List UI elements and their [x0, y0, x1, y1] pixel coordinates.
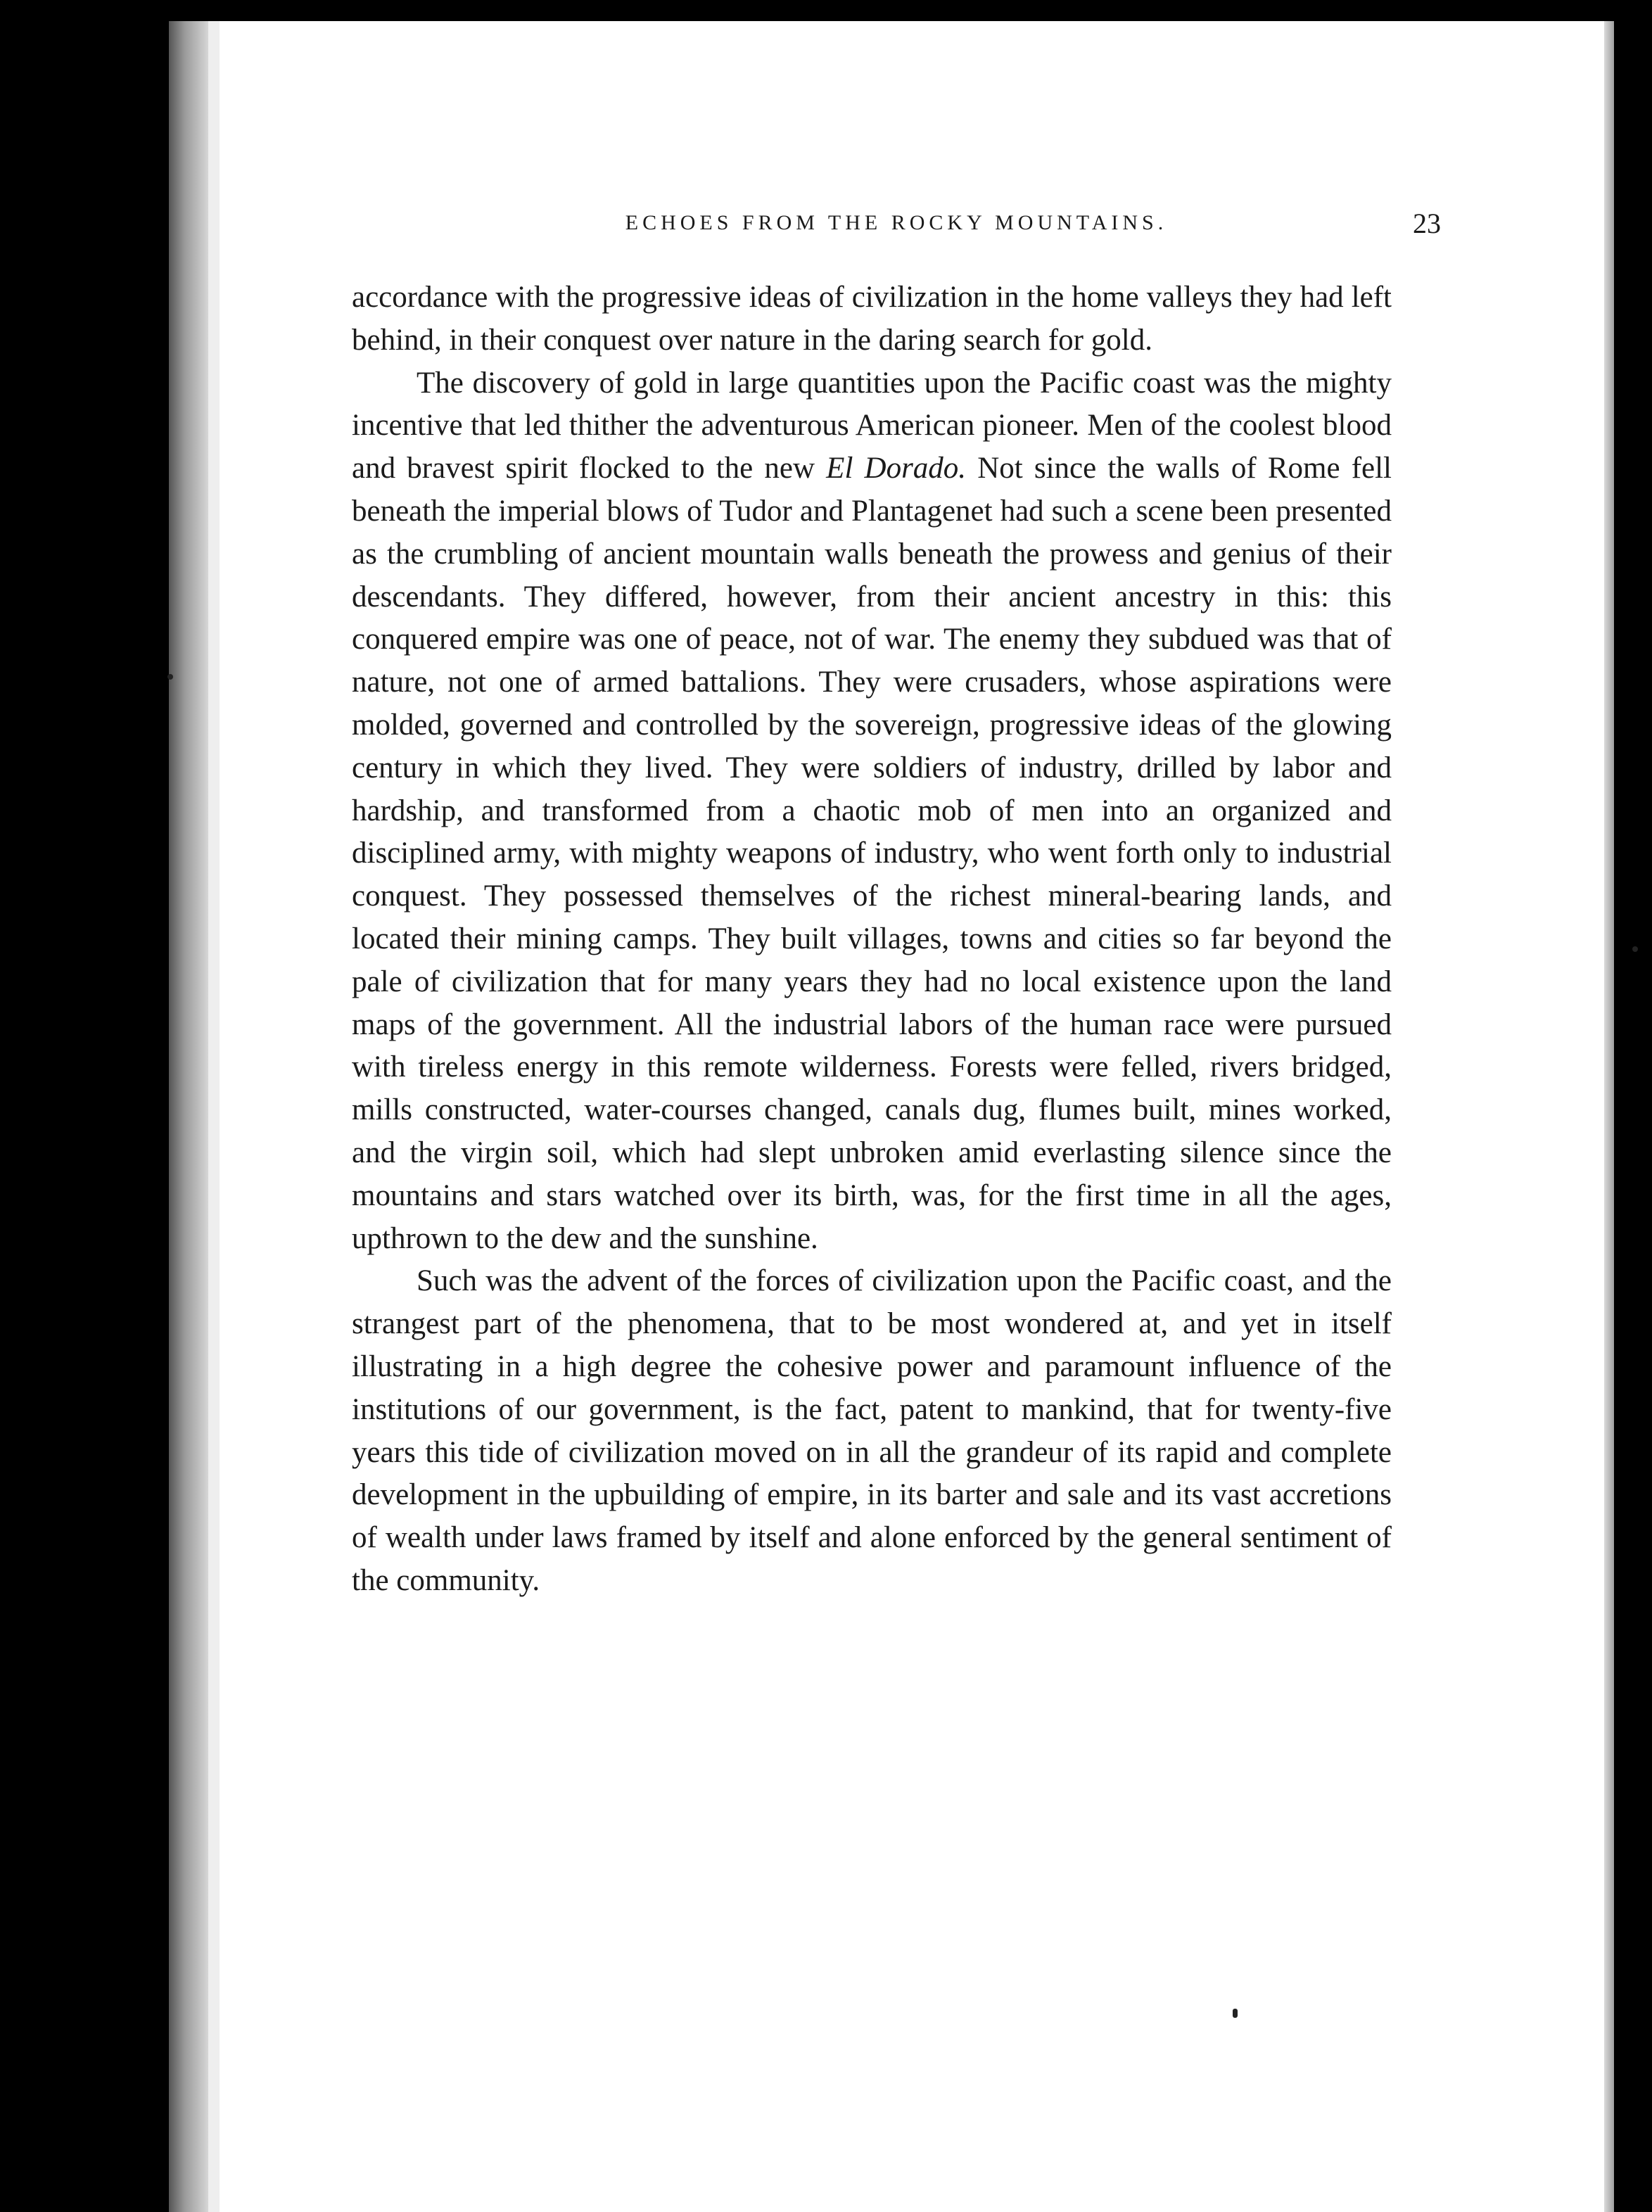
- page-header: [352, 208, 1441, 253]
- el-dorado-italic: El Dorado.: [826, 452, 967, 485]
- body-text: [352, 276, 1392, 1603]
- scan-speck: [1632, 946, 1638, 952]
- scan-speck: [167, 674, 173, 680]
- running-head: ECHOES FROM THE ROCKY MOUNTAINS.: [625, 211, 1168, 234]
- scan-shadow-left: [169, 21, 208, 2212]
- paragraph-text: Not since the walls of Rome fell beneath the imperial blows of Tudor and Plantagenet had such a scene been presented as the crumbling of ancient mountain walls beneath the prowess and genius of their descendants. They differed, however, from their ancient ancestry in this: this conquered empire was one of peace, not of war. The enemy they subdued was that of nature, not one of armed battalions. They were crusaders, whose aspirations were molded, governed and controlled by the sovereign, progressive ideas of the glowing century in which they lived. They were soldiers of industry, drilled by labor and hardship, and transformed from a chaotic mob of men into an organized and disciplined army, with mighty weapons of industry, who went forth only to industrial conquest. They possessed themselves of the richest mineral-bearing lands, and located their mining camps. They built villages, towns and cities so far beyond the pale of civilization that for many years they had no local existence upon the land maps of the government. All the industrial labors of the human race were pursued with tireless energy in this remote wilderness. Forests were felled, rivers bridged, mills constructed, water-courses changed, canals dug, flumes built, mines worked, and the virgin soil, which had slept unbroken amid everlasting silence since the mountains and stars watched over its birth, was, for the first time in all the ages, upthrown to the dew and the sunshine.: [352, 452, 1392, 1255]
- scan-speck: [1233, 2009, 1238, 2018]
- page-number: 23: [1413, 208, 1441, 239]
- paragraph-advent-of-civilization: Such was the advent of the forces of civilization upon the Pacific coast, and the strangest part of the phenomena, that to be most wondered at, and yet in itself illustrating in a high degree the cohesive power and paramount influence of the institutions of our government, is the fact, patent to mankind, that for twenty-five years this tide of civilization moved on in all the grandeur of its rapid and complete development in the upbuilding of empire, in its barter and sale and its vast accretions of wealth under laws framed by itself and alone enforced by the general sentiment of the community.: [352, 1264, 1392, 1597]
- paragraph-continuation: accordance with the progressive ideas of civilization in the home valleys they had left behind, in their conquest over nature in the daring search for gold.: [352, 281, 1392, 357]
- scan-page-edge-right: [1604, 21, 1614, 2212]
- paragraph-gold-discovery: [352, 362, 1392, 1261]
- paragraph-text: The discovery of gold in large quantities upon the Pacific coast was the mighty incentive that led thither the adventurous American pioneer. Men of the coolest blood and bravest spirit flocked to the new: [352, 366, 1392, 485]
